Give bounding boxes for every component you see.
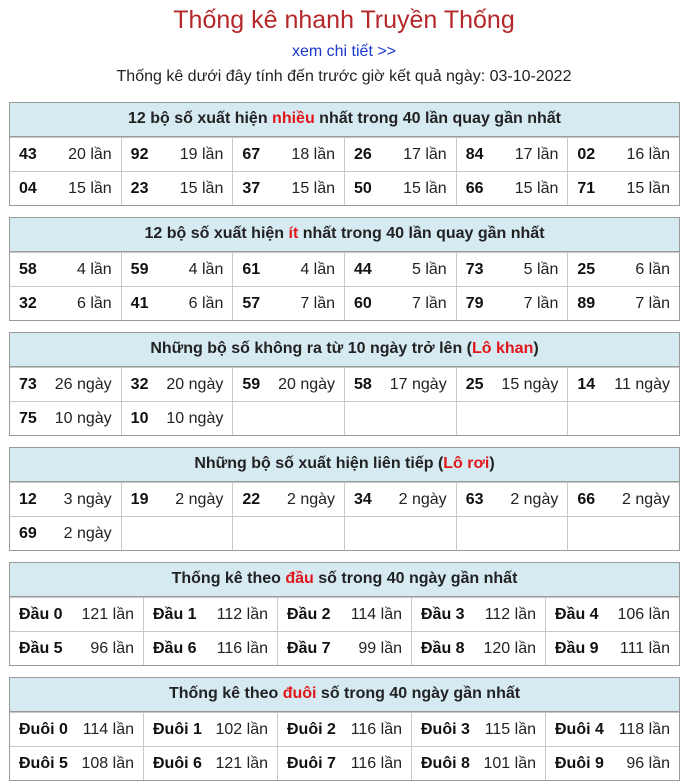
table-cell bbox=[121, 172, 233, 205]
cell-key: 89 bbox=[577, 294, 596, 312]
cell-value: 121 lần bbox=[215, 754, 268, 772]
cell-key: 84 bbox=[465, 145, 484, 163]
cell-value: 6 lần bbox=[76, 294, 112, 312]
cell-value: 10 ngày bbox=[54, 409, 112, 427]
cell-key: 71 bbox=[577, 179, 596, 197]
cell-value: 18 lần bbox=[291, 145, 336, 163]
cell-value: 96 lần bbox=[626, 754, 670, 772]
cell-value: 112 lần bbox=[216, 605, 268, 623]
table-cell bbox=[344, 172, 456, 205]
cell-key: Đuôi 4 bbox=[555, 720, 604, 738]
cell-value: 15 lần bbox=[68, 179, 112, 197]
cell-value: 2 ngày bbox=[621, 490, 671, 508]
table-cell bbox=[567, 368, 679, 401]
table-cell bbox=[232, 287, 344, 320]
cell-value: 7 lần bbox=[523, 294, 559, 312]
cell-key: 66 bbox=[577, 490, 596, 508]
cell-key: 50 bbox=[354, 179, 372, 197]
table-cell bbox=[411, 598, 545, 631]
table-cell bbox=[344, 368, 456, 401]
cell-key: 43 bbox=[19, 145, 37, 163]
cell-key: 67 bbox=[242, 145, 261, 163]
cell-value: 118 lần bbox=[618, 720, 670, 738]
table-row bbox=[10, 367, 679, 401]
cell-key: 59 bbox=[242, 375, 261, 393]
table-cell bbox=[344, 253, 456, 286]
cell-value: 6 lần bbox=[635, 260, 671, 278]
cell-key: Đuôi 1 bbox=[153, 720, 202, 738]
cell-value: 19 lần bbox=[179, 145, 224, 163]
table-cell bbox=[411, 632, 545, 665]
table-cell bbox=[567, 138, 679, 171]
cell-key: 73 bbox=[19, 375, 37, 393]
table-cell bbox=[10, 598, 143, 631]
table-cell bbox=[10, 517, 121, 550]
header-text: nhất trong 40 lần quay gần nhất bbox=[314, 110, 561, 127]
cell-key: 57 bbox=[242, 294, 261, 312]
cell-value: 2 ngày bbox=[63, 524, 112, 542]
cell-value: 11 ngày bbox=[614, 375, 671, 393]
table-cell bbox=[10, 483, 121, 516]
table-header bbox=[10, 333, 679, 367]
cell-key: 19 bbox=[130, 490, 149, 508]
cell-key: 66 bbox=[465, 179, 484, 197]
cell-value: 2 ngày bbox=[398, 490, 447, 508]
cell-value: 16 lần bbox=[626, 145, 671, 163]
cell-key: 22 bbox=[242, 490, 261, 508]
cell-key: 44 bbox=[354, 260, 372, 278]
table-cell bbox=[232, 402, 344, 435]
cell-value: 7 lần bbox=[300, 294, 336, 312]
table-cell bbox=[344, 287, 456, 320]
table-row bbox=[10, 286, 679, 320]
table-row bbox=[10, 482, 679, 516]
cell-key: 58 bbox=[19, 260, 37, 278]
cell-value: 120 lần bbox=[483, 639, 536, 657]
table-cell bbox=[143, 713, 277, 746]
table-cell bbox=[277, 713, 411, 746]
cell-key: Đầu 3 bbox=[421, 605, 465, 623]
table-cell bbox=[344, 138, 456, 171]
header-text: số trong 40 ngày gần nhất bbox=[313, 570, 518, 587]
header-highlight: đầu bbox=[285, 570, 314, 587]
cell-value: 115 lần bbox=[484, 720, 536, 738]
cell-value: 99 lần bbox=[358, 639, 402, 657]
table-cell bbox=[121, 483, 233, 516]
cell-key: 69 bbox=[19, 524, 37, 542]
cell-key: Đầu 7 bbox=[287, 639, 331, 657]
cell-value: 15 ngày bbox=[501, 375, 559, 393]
page-title: Thống kê nhanh Truyền Thống bbox=[173, 6, 515, 34]
cell-key: Đầu 4 bbox=[555, 605, 599, 623]
cell-value: 20 ngày bbox=[166, 375, 224, 393]
table-cell bbox=[143, 747, 277, 780]
table-cell bbox=[456, 253, 568, 286]
cell-key: Đầu 2 bbox=[287, 605, 331, 623]
table-cell bbox=[567, 172, 679, 205]
cell-key: 60 bbox=[354, 294, 372, 312]
header-text: Thống kê theo bbox=[168, 685, 283, 702]
cell-key: Đuôi 3 bbox=[421, 720, 470, 738]
stats-table bbox=[9, 447, 680, 551]
table-cell bbox=[10, 632, 143, 665]
header-highlight: Lô rơi bbox=[443, 455, 490, 472]
table-header bbox=[10, 678, 679, 712]
header-text: Những bộ số không ra từ 10 ngày trở lên ( bbox=[150, 340, 472, 357]
table-cell bbox=[456, 138, 568, 171]
cell-value: 17 lần bbox=[403, 145, 447, 163]
table-row bbox=[10, 631, 679, 665]
stats-table bbox=[9, 217, 680, 321]
cell-value: 4 lần bbox=[188, 260, 224, 278]
table-cell bbox=[545, 632, 679, 665]
table-cell bbox=[567, 517, 679, 550]
table-cell bbox=[344, 517, 456, 550]
table-cell bbox=[277, 632, 411, 665]
table-cell bbox=[121, 517, 233, 550]
cell-value: 7 lần bbox=[411, 294, 447, 312]
cell-value: 17 lần bbox=[514, 145, 559, 163]
cell-key: Đuôi 6 bbox=[153, 754, 202, 772]
cell-key: 58 bbox=[354, 375, 372, 393]
table-cell bbox=[10, 172, 121, 205]
cell-value: 101 lần bbox=[483, 754, 536, 772]
cell-key: 92 bbox=[130, 145, 149, 163]
cell-key: Đuôi 0 bbox=[19, 720, 68, 738]
cell-value: 2 ngày bbox=[510, 490, 559, 508]
header-text: 12 bộ số xuất hiện bbox=[128, 110, 273, 127]
cell-value: 2 ngày bbox=[175, 490, 224, 508]
cell-key: 79 bbox=[465, 294, 484, 312]
table-header bbox=[10, 563, 679, 597]
cell-value: 5 lần bbox=[523, 260, 559, 278]
table-cell bbox=[121, 368, 233, 401]
cell-value: 111 lần bbox=[619, 639, 670, 657]
cell-key: Đuôi 8 bbox=[421, 754, 470, 772]
table-cell bbox=[10, 713, 143, 746]
cell-value: 106 lần bbox=[617, 605, 670, 623]
cell-value: 15 lần bbox=[179, 179, 224, 197]
table-cell bbox=[277, 747, 411, 780]
header-text: Thống kê theo bbox=[171, 570, 286, 587]
cell-value: 17 ngày bbox=[389, 375, 447, 393]
table-cell bbox=[344, 402, 456, 435]
cell-key: 02 bbox=[577, 145, 596, 163]
cell-key: Đuôi 7 bbox=[287, 754, 336, 772]
cell-key: Đuôi 9 bbox=[555, 754, 604, 772]
table-cell bbox=[545, 747, 679, 780]
table-cell bbox=[232, 368, 344, 401]
table-cell bbox=[232, 517, 344, 550]
table-cell bbox=[277, 598, 411, 631]
header-text: nhất trong 40 lần quay gần nhất bbox=[298, 225, 545, 242]
cell-key: 34 bbox=[354, 490, 372, 508]
table-row bbox=[10, 171, 679, 205]
table-cell bbox=[121, 287, 233, 320]
table-cell bbox=[10, 287, 121, 320]
table-cell bbox=[232, 138, 344, 171]
table-cell bbox=[545, 713, 679, 746]
table-cell bbox=[411, 713, 545, 746]
cell-key: Đuôi 2 bbox=[287, 720, 336, 738]
cell-value: 114 lần bbox=[350, 605, 402, 623]
cell-value: 6 lần bbox=[188, 294, 224, 312]
cell-value: 121 lần bbox=[81, 605, 134, 623]
cell-key: 41 bbox=[130, 294, 149, 312]
table-cell bbox=[545, 598, 679, 631]
table-row bbox=[10, 516, 679, 550]
cell-value: 108 lần bbox=[81, 754, 134, 772]
table-cell bbox=[121, 402, 233, 435]
table-cell bbox=[10, 368, 121, 401]
cell-key: Đầu 5 bbox=[19, 639, 63, 657]
table-cell bbox=[143, 598, 277, 631]
table-cell bbox=[567, 253, 679, 286]
stats-table bbox=[9, 332, 680, 436]
cell-value: 5 lần bbox=[411, 260, 447, 278]
table-cell bbox=[344, 483, 456, 516]
cell-value: 4 lần bbox=[300, 260, 336, 278]
table-cell bbox=[456, 402, 568, 435]
cell-value: 102 lần bbox=[215, 720, 268, 738]
table-cell bbox=[411, 747, 545, 780]
cell-value: 4 lần bbox=[76, 260, 112, 278]
cell-key: Đầu 6 bbox=[153, 639, 197, 657]
cell-value: 15 lần bbox=[403, 179, 447, 197]
cell-key: 25 bbox=[465, 375, 484, 393]
cell-key: 04 bbox=[19, 179, 37, 197]
cell-key: 26 bbox=[354, 145, 372, 163]
cell-value: 15 lần bbox=[291, 179, 336, 197]
table-cell bbox=[232, 253, 344, 286]
header-text: 12 bộ số xuất hiện bbox=[144, 225, 289, 242]
table-row bbox=[10, 252, 679, 286]
cell-key: 63 bbox=[465, 490, 484, 508]
table-cell bbox=[567, 483, 679, 516]
stats-table bbox=[9, 562, 680, 666]
cell-key: Đầu 0 bbox=[19, 605, 63, 623]
cell-value: 2 ngày bbox=[286, 490, 336, 508]
table-cell bbox=[567, 287, 679, 320]
header-highlight: đuôi bbox=[282, 685, 317, 702]
table-cell bbox=[232, 483, 344, 516]
cell-key: 37 bbox=[242, 179, 261, 197]
cell-key: Đuôi 5 bbox=[19, 754, 68, 772]
table-row bbox=[10, 712, 679, 746]
cell-value: 10 ngày bbox=[166, 409, 224, 427]
cell-value: 116 lần bbox=[350, 720, 402, 738]
cell-key: 12 bbox=[19, 490, 37, 508]
table-cell bbox=[10, 138, 121, 171]
table-row bbox=[10, 137, 679, 171]
header-text: ) bbox=[533, 340, 539, 357]
cell-value: 7 lần bbox=[635, 294, 671, 312]
table-row bbox=[10, 401, 679, 435]
cell-key: 61 bbox=[242, 260, 261, 278]
cell-value: 20 ngày bbox=[278, 375, 336, 393]
cell-value: 112 lần bbox=[484, 605, 536, 623]
stats-table bbox=[9, 102, 680, 206]
table-cell bbox=[456, 368, 568, 401]
cell-value: 20 lần bbox=[68, 145, 112, 163]
table-cell bbox=[121, 138, 233, 171]
table-cell bbox=[121, 253, 233, 286]
table-cell bbox=[456, 517, 568, 550]
table-cell bbox=[10, 253, 121, 286]
cell-key: 73 bbox=[465, 260, 484, 278]
page-subtitle: Thống kê dưới đây tính đến trước giờ kết quả ngày: 03-10-2022 bbox=[116, 68, 572, 85]
table-cell bbox=[10, 402, 121, 435]
cell-key: Đầu 8 bbox=[421, 639, 465, 657]
header-text: số trong 40 ngày gần nhất bbox=[316, 685, 521, 702]
cell-key: 25 bbox=[577, 260, 596, 278]
table-cell bbox=[567, 402, 679, 435]
cell-key: 32 bbox=[19, 294, 37, 312]
table-row bbox=[10, 597, 679, 631]
cell-key: 75 bbox=[19, 409, 37, 427]
table-cell bbox=[232, 172, 344, 205]
cell-key: 23 bbox=[130, 179, 149, 197]
table-header bbox=[10, 448, 679, 482]
table-cell bbox=[10, 747, 143, 780]
header-highlight: ít bbox=[288, 225, 299, 242]
cell-value: 15 lần bbox=[626, 179, 671, 197]
table-header bbox=[10, 103, 679, 137]
detail-link[interactable]: xem chi tiết >> bbox=[291, 43, 397, 60]
header-text: ) bbox=[489, 455, 495, 472]
cell-value: 96 lần bbox=[90, 639, 134, 657]
table-cell bbox=[456, 172, 568, 205]
cell-key: Đầu 1 bbox=[153, 605, 197, 623]
cell-value: 116 lần bbox=[216, 639, 268, 657]
header-highlight: Lô khan bbox=[472, 340, 534, 357]
cell-key: 10 bbox=[130, 409, 149, 427]
cell-key: Đầu 9 bbox=[555, 639, 599, 657]
cell-key: 59 bbox=[130, 260, 149, 278]
table-row bbox=[10, 746, 679, 780]
cell-value: 15 lần bbox=[514, 179, 559, 197]
table-cell bbox=[456, 483, 568, 516]
cell-value: 114 lần bbox=[82, 720, 134, 738]
table-header bbox=[10, 218, 679, 252]
cell-key: 32 bbox=[130, 375, 149, 393]
table-cell bbox=[456, 287, 568, 320]
cell-value: 116 lần bbox=[350, 754, 402, 772]
stats-table bbox=[9, 677, 680, 781]
header-highlight: nhiều bbox=[272, 110, 315, 127]
cell-key: 14 bbox=[577, 375, 596, 393]
table-cell bbox=[143, 632, 277, 665]
cell-value: 3 ngày bbox=[63, 490, 112, 508]
cell-value: 26 ngày bbox=[54, 375, 112, 393]
header-text: Những bộ số xuất hiện liên tiếp ( bbox=[194, 455, 444, 472]
